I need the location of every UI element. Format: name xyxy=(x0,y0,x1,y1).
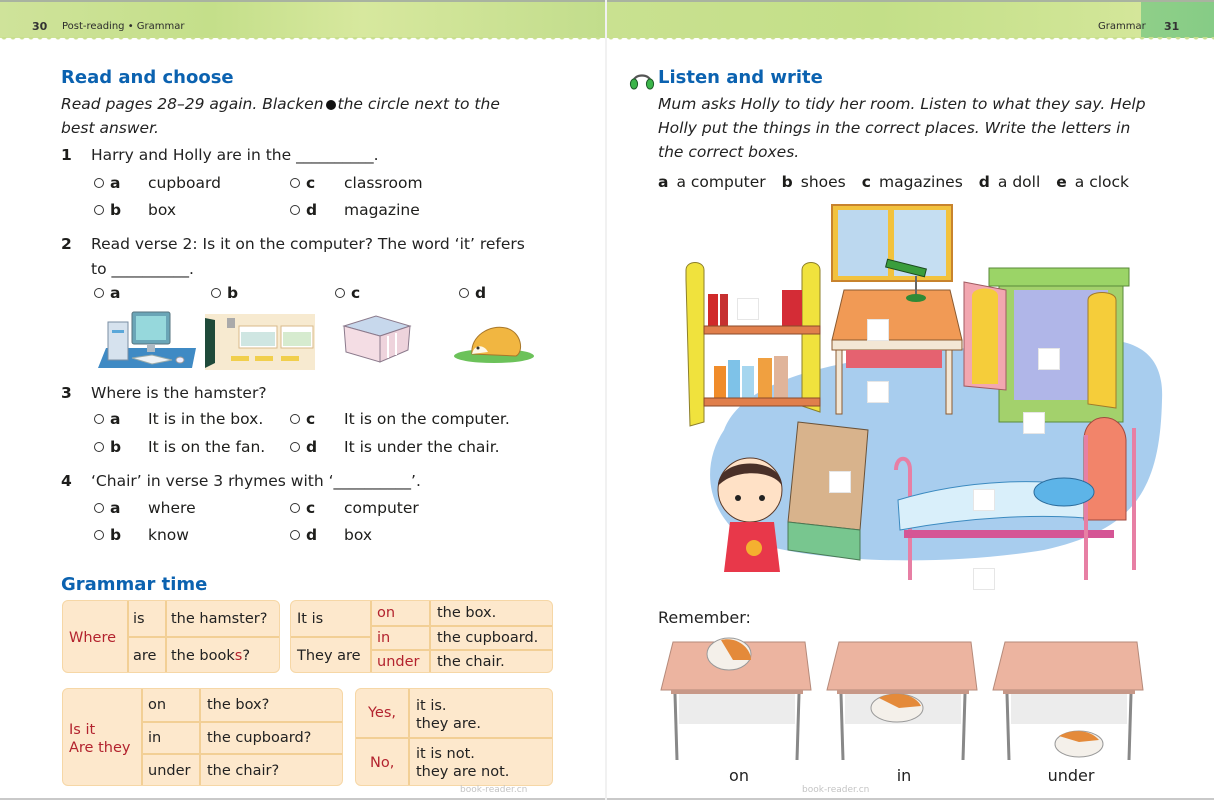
item-text: a clock xyxy=(1074,173,1130,191)
preposition-tables-illustration xyxy=(659,636,1149,766)
option-text: cupboard xyxy=(148,174,221,192)
radio-circle-icon[interactable] xyxy=(459,288,469,298)
option-3c[interactable] xyxy=(290,410,510,428)
cell-no-answers xyxy=(410,741,553,785)
radio-circle-icon[interactable] xyxy=(290,442,300,452)
cell-yes xyxy=(362,689,408,737)
cell-prep: on xyxy=(377,605,396,621)
cell-prep: on xyxy=(148,697,167,713)
item-letter: b xyxy=(781,173,793,191)
answer-box-desk-top[interactable] xyxy=(867,319,889,341)
option-3b[interactable] xyxy=(94,438,265,456)
option-letter: c xyxy=(306,410,316,428)
option-text: It is in the box. xyxy=(148,410,264,428)
radio-circle-icon[interactable] xyxy=(290,205,300,215)
cell-verb: is xyxy=(133,610,145,627)
filled-circle-icon xyxy=(326,100,336,110)
grammar-table-yes-no xyxy=(355,688,553,786)
noun-text: the book xyxy=(171,648,235,664)
computer-picture xyxy=(92,310,196,372)
option-letter: b xyxy=(227,284,239,302)
item-text: a computer xyxy=(676,173,766,191)
question-number: 1 xyxy=(61,146,72,164)
plural-s: s xyxy=(234,648,243,664)
radio-circle-icon[interactable] xyxy=(290,178,300,188)
option-letter: a xyxy=(110,410,121,428)
option-letter: a xyxy=(110,499,121,517)
cell-subjects xyxy=(63,719,141,759)
item-list xyxy=(658,173,1129,191)
radio-circle-icon[interactable] xyxy=(335,288,345,298)
option-letter: d xyxy=(306,526,318,544)
radio-circle-icon[interactable] xyxy=(211,288,221,298)
cell-noun: the chair? xyxy=(207,763,280,779)
radio-circle-icon[interactable] xyxy=(290,503,300,513)
watermark: book-reader.cn xyxy=(802,785,870,795)
question-text: Harry and Holly are in the __________. xyxy=(91,146,379,164)
classroom-picture xyxy=(205,308,315,370)
question-number: 3 xyxy=(61,384,72,402)
radio-circle-icon[interactable] xyxy=(94,442,104,452)
cell-prep: under xyxy=(148,763,191,779)
question-number: 2 xyxy=(61,235,72,253)
instruction-text xyxy=(658,92,1146,164)
radio-circle-icon[interactable] xyxy=(94,530,104,540)
header-section: Grammar xyxy=(1098,21,1146,32)
item-letter: c xyxy=(861,173,871,191)
option-text: box xyxy=(344,526,373,544)
radio-circle-icon[interactable] xyxy=(94,414,104,424)
cell-prep: in xyxy=(148,730,162,746)
header-section: Post-reading • Grammar xyxy=(62,21,185,32)
option-letter: d xyxy=(475,284,487,302)
option-letter: c xyxy=(306,499,316,517)
remember-title: Remember: xyxy=(658,608,751,627)
item-text: magazines xyxy=(878,173,963,191)
option-2b[interactable] xyxy=(211,284,255,302)
instruction-line: Holly put the things in the correct places. Write the letters in xyxy=(658,119,1131,137)
page-number: 30 xyxy=(32,20,48,33)
item-letter: e xyxy=(1056,173,1067,191)
bedroom-illustration xyxy=(664,200,1164,600)
option-text: It is under the chair. xyxy=(344,438,500,456)
question-text-line1: Read verse 2: Is it on the computer? The word ‘it’ refers xyxy=(91,235,525,253)
right-page xyxy=(607,0,1214,800)
radio-circle-icon[interactable] xyxy=(94,288,104,298)
option-4d[interactable] xyxy=(290,526,372,544)
hamster-picture xyxy=(450,318,538,364)
answer-box-shelf-top[interactable] xyxy=(737,298,759,320)
cell-subject: It is xyxy=(297,610,324,627)
item-text: a doll xyxy=(997,173,1041,191)
instruction-line: the correct boxes. xyxy=(658,143,800,161)
option-letter: d xyxy=(306,201,318,219)
option-4a[interactable] xyxy=(94,499,196,517)
option-1c[interactable] xyxy=(290,174,423,192)
answer-text: they are. xyxy=(416,716,482,732)
option-letter: a xyxy=(110,284,121,302)
cell-subject: They are xyxy=(297,648,361,664)
question-text: Where is the hamster? xyxy=(91,384,267,402)
answer-text: it is. xyxy=(416,698,447,714)
radio-circle-icon[interactable] xyxy=(290,530,300,540)
radio-circle-icon[interactable] xyxy=(94,205,104,215)
option-text: where xyxy=(148,499,196,517)
subject-are-they: Are they xyxy=(69,740,131,756)
box-picture xyxy=(340,314,412,364)
option-4b[interactable] xyxy=(94,526,189,544)
answer-text: it is not. xyxy=(416,746,475,762)
cell-noun: the hamster? xyxy=(171,610,268,627)
answer-box-in-box[interactable] xyxy=(829,471,851,493)
instruction-part1: Read pages 28–29 again. Blacken xyxy=(61,95,324,113)
subject-is-it: Is it xyxy=(69,722,96,738)
cell-noun: the cupboard. xyxy=(437,629,539,646)
page-header-band xyxy=(607,0,1214,38)
option-text: box xyxy=(148,201,177,219)
headphones-icon[interactable] xyxy=(629,67,655,91)
answer-box-under-desk[interactable] xyxy=(867,381,889,403)
radio-circle-icon[interactable] xyxy=(290,414,300,424)
option-1a[interactable] xyxy=(94,174,221,192)
answer-box-wardrobe[interactable] xyxy=(1038,348,1060,370)
option-text: classroom xyxy=(344,174,423,192)
cell-noun: the box? xyxy=(207,697,270,713)
label-on: on xyxy=(729,766,749,785)
cell-noun: the box. xyxy=(437,605,497,621)
label-under: under xyxy=(1047,766,1095,785)
cell-no xyxy=(364,739,408,786)
cell-yes-answers xyxy=(410,693,553,737)
radio-circle-icon[interactable] xyxy=(94,503,104,513)
question-text-line2: to __________. xyxy=(91,260,194,278)
option-2c[interactable] xyxy=(335,284,379,302)
page-header-band xyxy=(0,0,605,38)
label-in: in xyxy=(896,766,912,785)
cell-prep: in xyxy=(377,629,391,646)
option-1b[interactable] xyxy=(94,201,176,219)
option-letter: c xyxy=(306,174,316,192)
option-letter: d xyxy=(306,438,318,456)
instruction-line2: best answer. xyxy=(61,119,159,137)
instruction-part2: the circle next to the xyxy=(337,95,500,113)
instruction-line: Mum asks Holly to tidy her room. Listen to what they say. Help xyxy=(658,95,1146,113)
option-text: It is on the computer. xyxy=(344,410,510,428)
option-3a[interactable] xyxy=(94,410,263,428)
option-text: It is on the fan. xyxy=(148,438,266,456)
question-mark: ? xyxy=(242,648,251,664)
answer-box-under-bed[interactable] xyxy=(973,568,995,590)
question-number: 4 xyxy=(61,472,72,490)
no-label: No, xyxy=(370,755,395,771)
answer-box-on-bed[interactable] xyxy=(973,489,995,511)
page-number: 31 xyxy=(1164,20,1180,33)
watermark: book-reader.cn xyxy=(460,785,528,795)
cell-where: Where xyxy=(69,629,117,646)
radio-circle-icon[interactable] xyxy=(94,178,104,188)
grammar-table-it-is xyxy=(290,600,553,673)
section-title-read-and-choose: Read and choose xyxy=(61,67,234,88)
question-text: ‘Chair’ in verse 3 rhymes with ‘__________’. xyxy=(91,472,421,490)
answer-box-under-wardrobe[interactable] xyxy=(1023,412,1045,434)
section-title-grammar-time: Grammar time xyxy=(61,574,208,595)
option-letter: a xyxy=(110,174,121,192)
option-text: computer xyxy=(344,499,419,517)
grammar-table-where xyxy=(62,600,280,673)
option-letter: c xyxy=(351,284,361,302)
left-page xyxy=(0,0,605,800)
option-letter: b xyxy=(110,438,122,456)
cell-verb: are xyxy=(133,648,157,664)
option-3d[interactable] xyxy=(290,438,500,456)
yes-label: Yes, xyxy=(368,705,397,721)
cell-noun: the cupboard? xyxy=(207,730,312,746)
instruction-text xyxy=(61,92,500,140)
option-4c[interactable] xyxy=(290,499,419,517)
option-letter: b xyxy=(110,526,122,544)
option-text: know xyxy=(148,526,189,544)
option-1d[interactable] xyxy=(290,201,420,219)
cell-noun: the chair. xyxy=(437,654,505,670)
answer-text: they are not. xyxy=(416,764,510,780)
cell-prep: under xyxy=(377,654,420,670)
item-letter: d xyxy=(978,173,990,191)
cell-noun xyxy=(165,638,280,673)
item-text: shoes xyxy=(800,173,846,191)
option-text: magazine xyxy=(344,201,420,219)
grammar-table-is-it xyxy=(62,688,343,786)
option-2d[interactable] xyxy=(459,284,503,302)
item-letter: a xyxy=(658,173,669,191)
option-letter: b xyxy=(110,201,122,219)
section-title-listen-and-write: Listen and write xyxy=(658,67,823,88)
option-2a[interactable] xyxy=(94,284,138,302)
